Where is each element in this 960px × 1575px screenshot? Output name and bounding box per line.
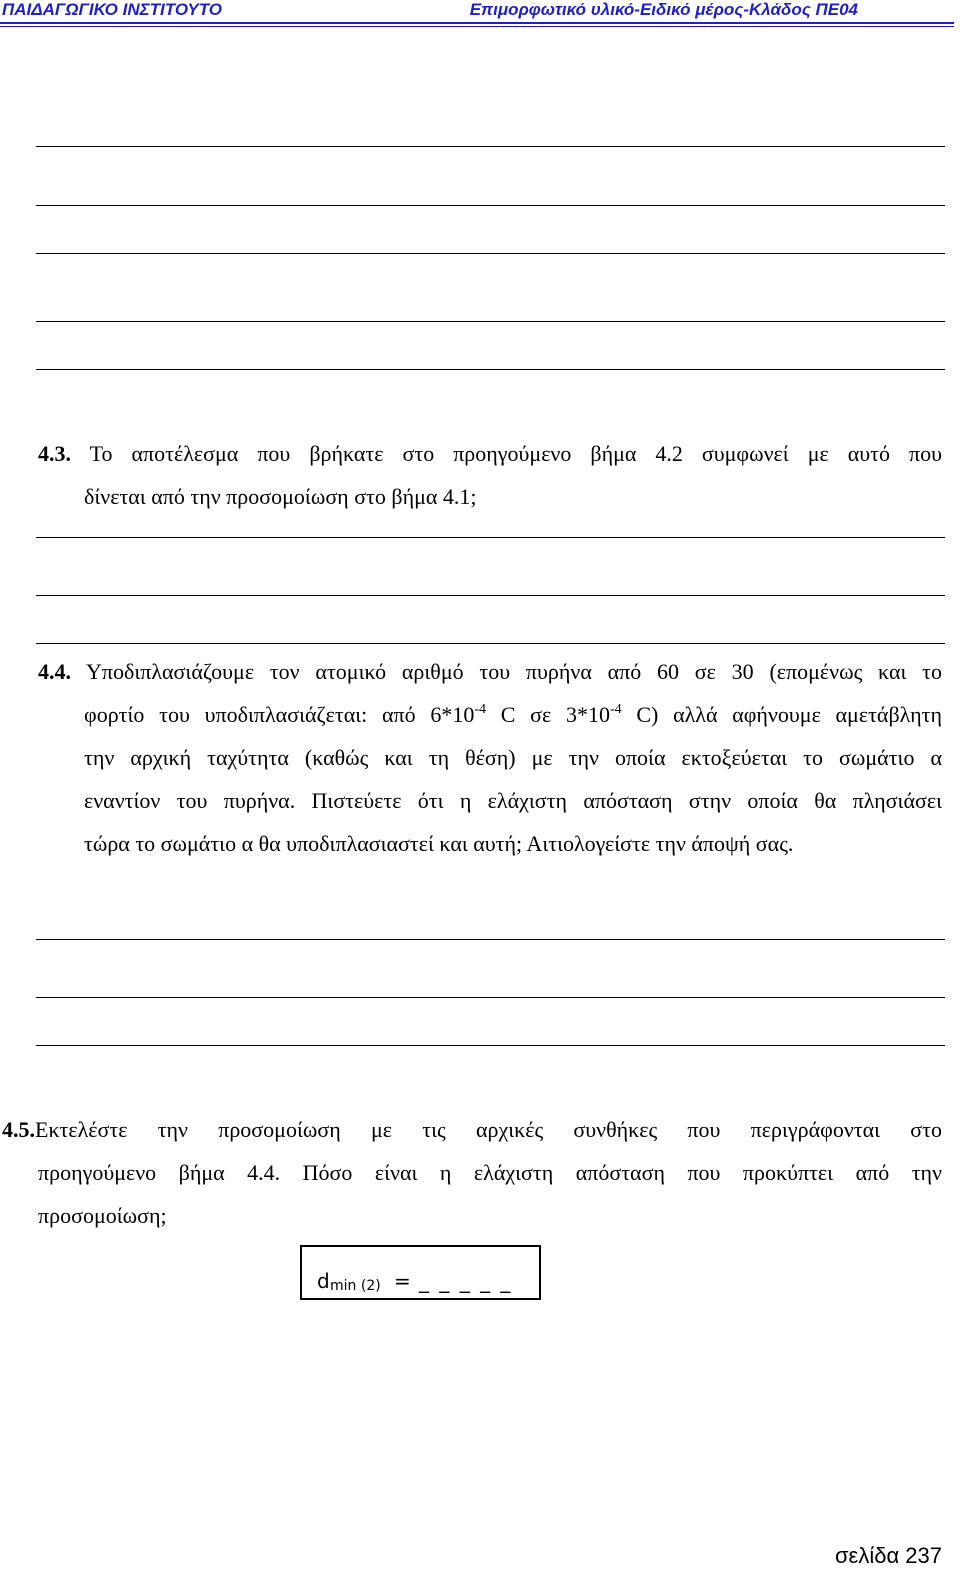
answer-line [36,369,945,370]
question-text-line: προηγούμενο βήμα 4.4. Πόσο είναι η ελάχιστη απόσταση που προκύπτει από την [38,1160,942,1185]
answer-line [36,253,945,254]
header-institute: ΠΑΙΔΑΓΩΓΙΚΟ ΙΝΣΤΙΤΟΥΤΟ [2,0,223,19]
page-number: σελίδα 237 [834,1543,942,1568]
text-fragment: φορτίο του υποδιπλασιάζεται: από 6*10 [84,702,475,727]
exponent: -4 [609,702,622,717]
question-4-4 [38,650,942,865]
dmin-symbol: d [317,1269,330,1293]
answer-line [36,205,945,206]
answer-line [36,1045,945,1046]
question-text-line: δίνεται από την προσομοίωση στο βήμα 4.1; [84,484,477,509]
question-number: 4.4. [38,659,71,684]
question-4-3 [38,432,942,518]
exponent: -4 [474,702,487,717]
question-number: 4.3. [38,441,71,466]
dmin-equals: = [394,1269,411,1293]
header-subject: Επιμορφωτικό υλικό-Ειδικό μέρος-Κλάδος ΠΕ04 [469,0,858,19]
page-header [0,0,960,28]
answer-line [36,595,945,596]
question-text-line: τώρα το σωμάτιο α θα υποδιπλασιαστεί και αυτή; Αιτιολογείστε την άποψή σας. [84,831,794,856]
question-text: Εκτελέστε την προσομοίωση με τις αρχικές συνθήκες που περιγράφονται στο [35,1117,942,1142]
answer-line [36,146,945,147]
answer-line [36,939,945,940]
header-rule-thin [0,26,954,27]
dmin-blank-field[interactable]: _ _ _ _ _ [419,1269,513,1293]
question-text-line: εναντίον του πυρήνα. Πιστεύετε ότι η ελάχιστη απόσταση στην οποία θα πλησιάσει [84,788,942,813]
question-text-line: προσομοίωση; [38,1203,167,1228]
question-4-5 [2,1108,942,1237]
question-text-line: την αρχική ταχύτητα (καθώς και τη θέση) με την οποία εκτοξεύεται το σωμάτιο α [84,745,942,770]
answer-line [36,321,945,322]
text-fragment: C) αλλά αφήνουμε αμετάβλητη [621,702,942,727]
question-text-line [38,693,942,736]
answer-line [36,537,945,538]
answer-line [36,643,945,644]
answer-line [36,997,945,998]
dmin-answer-box[interactable] [300,1245,541,1300]
dmin-subscript: min (2) [330,1278,381,1294]
text-fragment: C σε 3*10 [486,702,610,727]
header-rule [0,22,954,24]
question-text: Υποδιπλασιάζουμε τον ατομικό αριθμό του πυρήνα από 60 σε 30 (επομένως και το [85,659,943,684]
question-text: Το αποτέλεσμα που βρήκατε στο προηγούμενο βήμα 4.2 συμφωνεί με αυτό που [89,441,942,466]
question-number: 4.5. [2,1117,35,1142]
